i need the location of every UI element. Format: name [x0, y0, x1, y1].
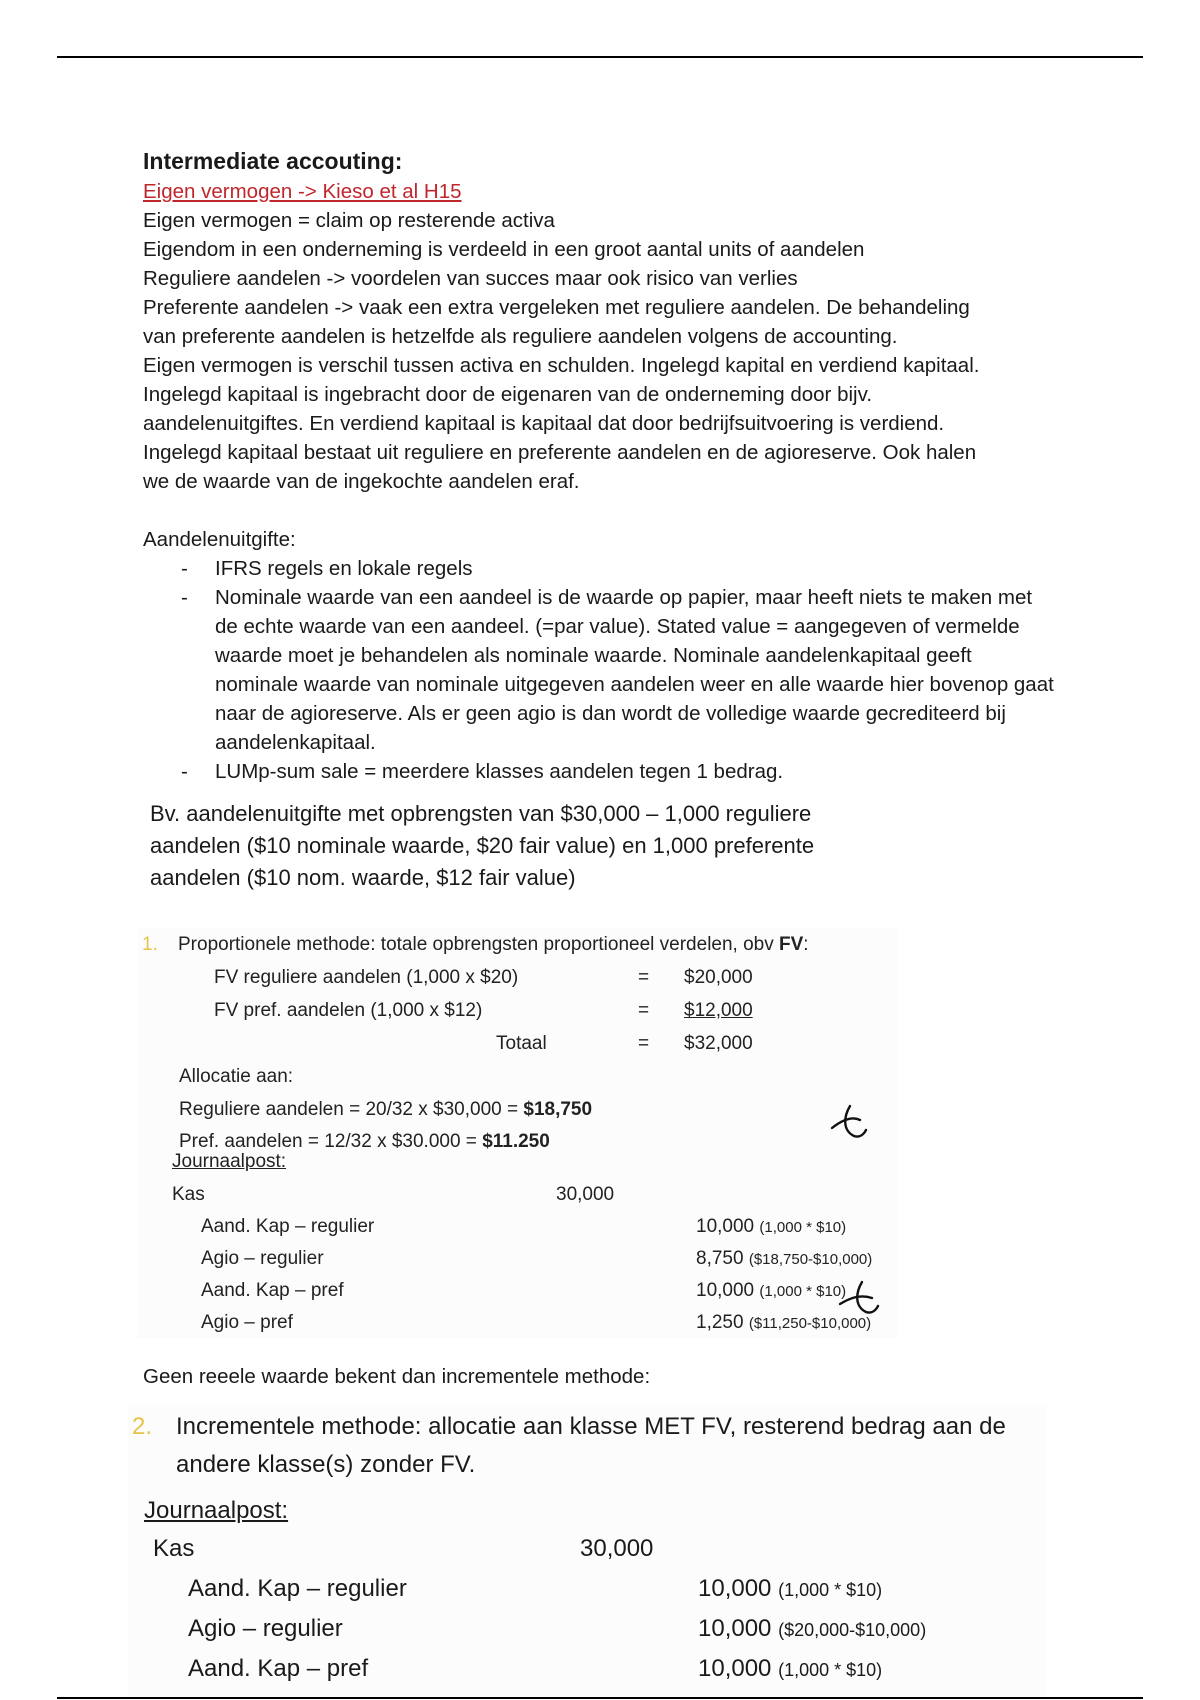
- fv-row-eq: =: [638, 1033, 650, 1054]
- journal-credit-amount: 10,000 (1,000 * $10): [696, 1280, 847, 1301]
- fv-row-label: FV reguliere aandelen (1,000 x $20): [214, 967, 519, 988]
- journal-label: Journaalpost:: [172, 1151, 287, 1172]
- method1-slide: [138, 928, 898, 1338]
- handwritten-check-mark: [828, 1100, 874, 1144]
- journal-debit-amount: 30,000: [580, 1535, 654, 1562]
- footer-rule: [57, 1697, 1143, 1699]
- fv-total-label: Totaal: [496, 1033, 547, 1054]
- journal-credit-account: Aand. Kap – pref: [188, 1655, 369, 1682]
- fv-total-value: $32,000: [684, 1033, 753, 1054]
- notes-line: Eigendom in een onderneming is verdeeld in een groot aantal units of aandelen: [143, 238, 865, 261]
- journal-credit-account: Agio – pref: [201, 1312, 293, 1333]
- notes-line: Eigen vermogen is verschil tussen activa en schulden. Ingelegd kapital en verdiend kapitaal.: [143, 354, 980, 377]
- journal-label: Journaalpost:: [144, 1497, 289, 1524]
- journal-credit-account: Agio – regulier: [201, 1248, 324, 1269]
- fv-row-value: $20,000: [684, 967, 753, 988]
- journal-credit-amount: 8,750 ($18,750-$10,000): [696, 1248, 873, 1269]
- notes-line: Ingelegd kapitaal is ingebracht door de eigenaren van de onderneming door bijv.: [143, 383, 873, 406]
- header-rule: [57, 56, 1143, 58]
- notes-line: aandelenuitgiftes. En verdiend kapitaal is kapitaal dat door bedrijfsuitvoering is verdiend.: [143, 412, 945, 435]
- example-text: Bv. aandelenuitgifte met opbrengsten van $30,000 – 1,000 reguliere aandelen ($10 nominale waarde, $20 fair value) en 1,000 preferente aandelen ($10 nom. waarde, $12 fair value): [150, 801, 815, 890]
- allocatie-label: Allocatie aan:: [179, 1066, 294, 1087]
- allocatie-pref: Pref. aandelen = 12/32 x $30.000 = $11.250: [179, 1131, 550, 1152]
- journal-credit-amount: 10,000 (1,000 * $10): [698, 1655, 883, 1682]
- notes-line: we de waarde van de ingekochte aandelen eraf.: [143, 470, 580, 493]
- allocatie-regulier: Reguliere aandelen = 20/32 x $30,000 = $18,750: [179, 1099, 593, 1120]
- bullet-list: [143, 554, 1063, 786]
- journal-credit-amount: 10,000 (1,000 * $10): [698, 1575, 883, 1602]
- handwritten-check-mark: [838, 1278, 884, 1322]
- method2-number: 2.: [132, 1413, 153, 1440]
- journal-debit-account: Kas: [153, 1535, 195, 1562]
- chapter-link[interactable]: Eigen vermogen -> Kieso et al H15: [143, 180, 462, 203]
- journal-credit-account: Agio – regulier: [188, 1615, 343, 1642]
- journal-debit-account: Kas: [172, 1184, 205, 1205]
- journal-credit-account: Aand. Kap – regulier: [188, 1575, 407, 1602]
- fv-row-value: $12,000: [684, 1000, 753, 1021]
- journal-credit-amount: 10,000 (1,000 * $10): [696, 1216, 847, 1237]
- method2-heading-line2: andere klasse(s) zonder FV.: [176, 1451, 476, 1478]
- notes-line: Ingelegd kapitaal bestaat uit reguliere en preferente aandelen en de agioreserve. Ook halen: [143, 441, 977, 464]
- method2-heading-line1: Incrementele methode: allocatie aan klasse MET FV, resterend bedrag aan de: [176, 1413, 1006, 1440]
- bullet-item: - IFRS regels en lokale regels: [181, 557, 473, 580]
- method1-heading: Proportionele methode: totale opbrengsten proportioneel verdelen, obv FV:: [178, 934, 809, 955]
- section-heading: Aandelenuitgifte:: [143, 528, 296, 551]
- bullet-item: - LUMp-sum sale = meerdere klasses aandelen tegen 1 bedrag.: [181, 760, 784, 783]
- notes-line: Preferente aandelen -> vaak een extra vergeleken met reguliere aandelen. De behandeling: [143, 296, 970, 319]
- bullet-item: - Nominale waarde van een aandeel is de waarde op papier, maar heeft niets te maken met de echte waarde van een aandeel. (=par value). Stated value = aangegeven of vermelde waarde moet je behandelen als nominale waarde. Nominale aandelenkapitaal geeft nominale waarde van nominale uitgegeven aandelen weer en alle waarde hier bovenop gaat naar de agioreserve. Als er geen agio is dan wordt de volledige waarde gecrediteerd bij aandelenkapitaal.: [181, 586, 1054, 754]
- method1-number: 1.: [142, 934, 158, 955]
- page-title: Intermediate accouting:: [143, 148, 403, 174]
- incremental-note: Geen reeele waarde bekent dan incrementele methode:: [143, 1365, 651, 1388]
- notes-line: van preferente aandelen is hetzelfde als reguliere aandelen volgens de accounting.: [143, 325, 898, 348]
- journal-credit-amount: 1,250 ($11,250-$10,000): [696, 1312, 872, 1333]
- notes-line: Eigen vermogen = claim op resterende activa: [143, 209, 555, 232]
- journal-debit-amount: 30,000: [556, 1184, 615, 1205]
- notes-section: [143, 145, 1063, 786]
- notes-line: Reguliere aandelen -> voordelen van succes maar ook risico van verlies: [143, 267, 798, 290]
- fv-row-eq: =: [638, 967, 650, 988]
- method2-slide: [128, 1405, 1046, 1697]
- fv-row-label: FV pref. aandelen (1,000 x $12): [214, 1000, 483, 1021]
- journal-credit-amount: 10,000 ($20,000-$10,000): [698, 1615, 927, 1642]
- journal-credit-account: Aand. Kap – pref: [201, 1280, 344, 1301]
- journal-credit-account: Aand. Kap – regulier: [201, 1216, 375, 1237]
- fv-row-eq: =: [638, 1000, 650, 1021]
